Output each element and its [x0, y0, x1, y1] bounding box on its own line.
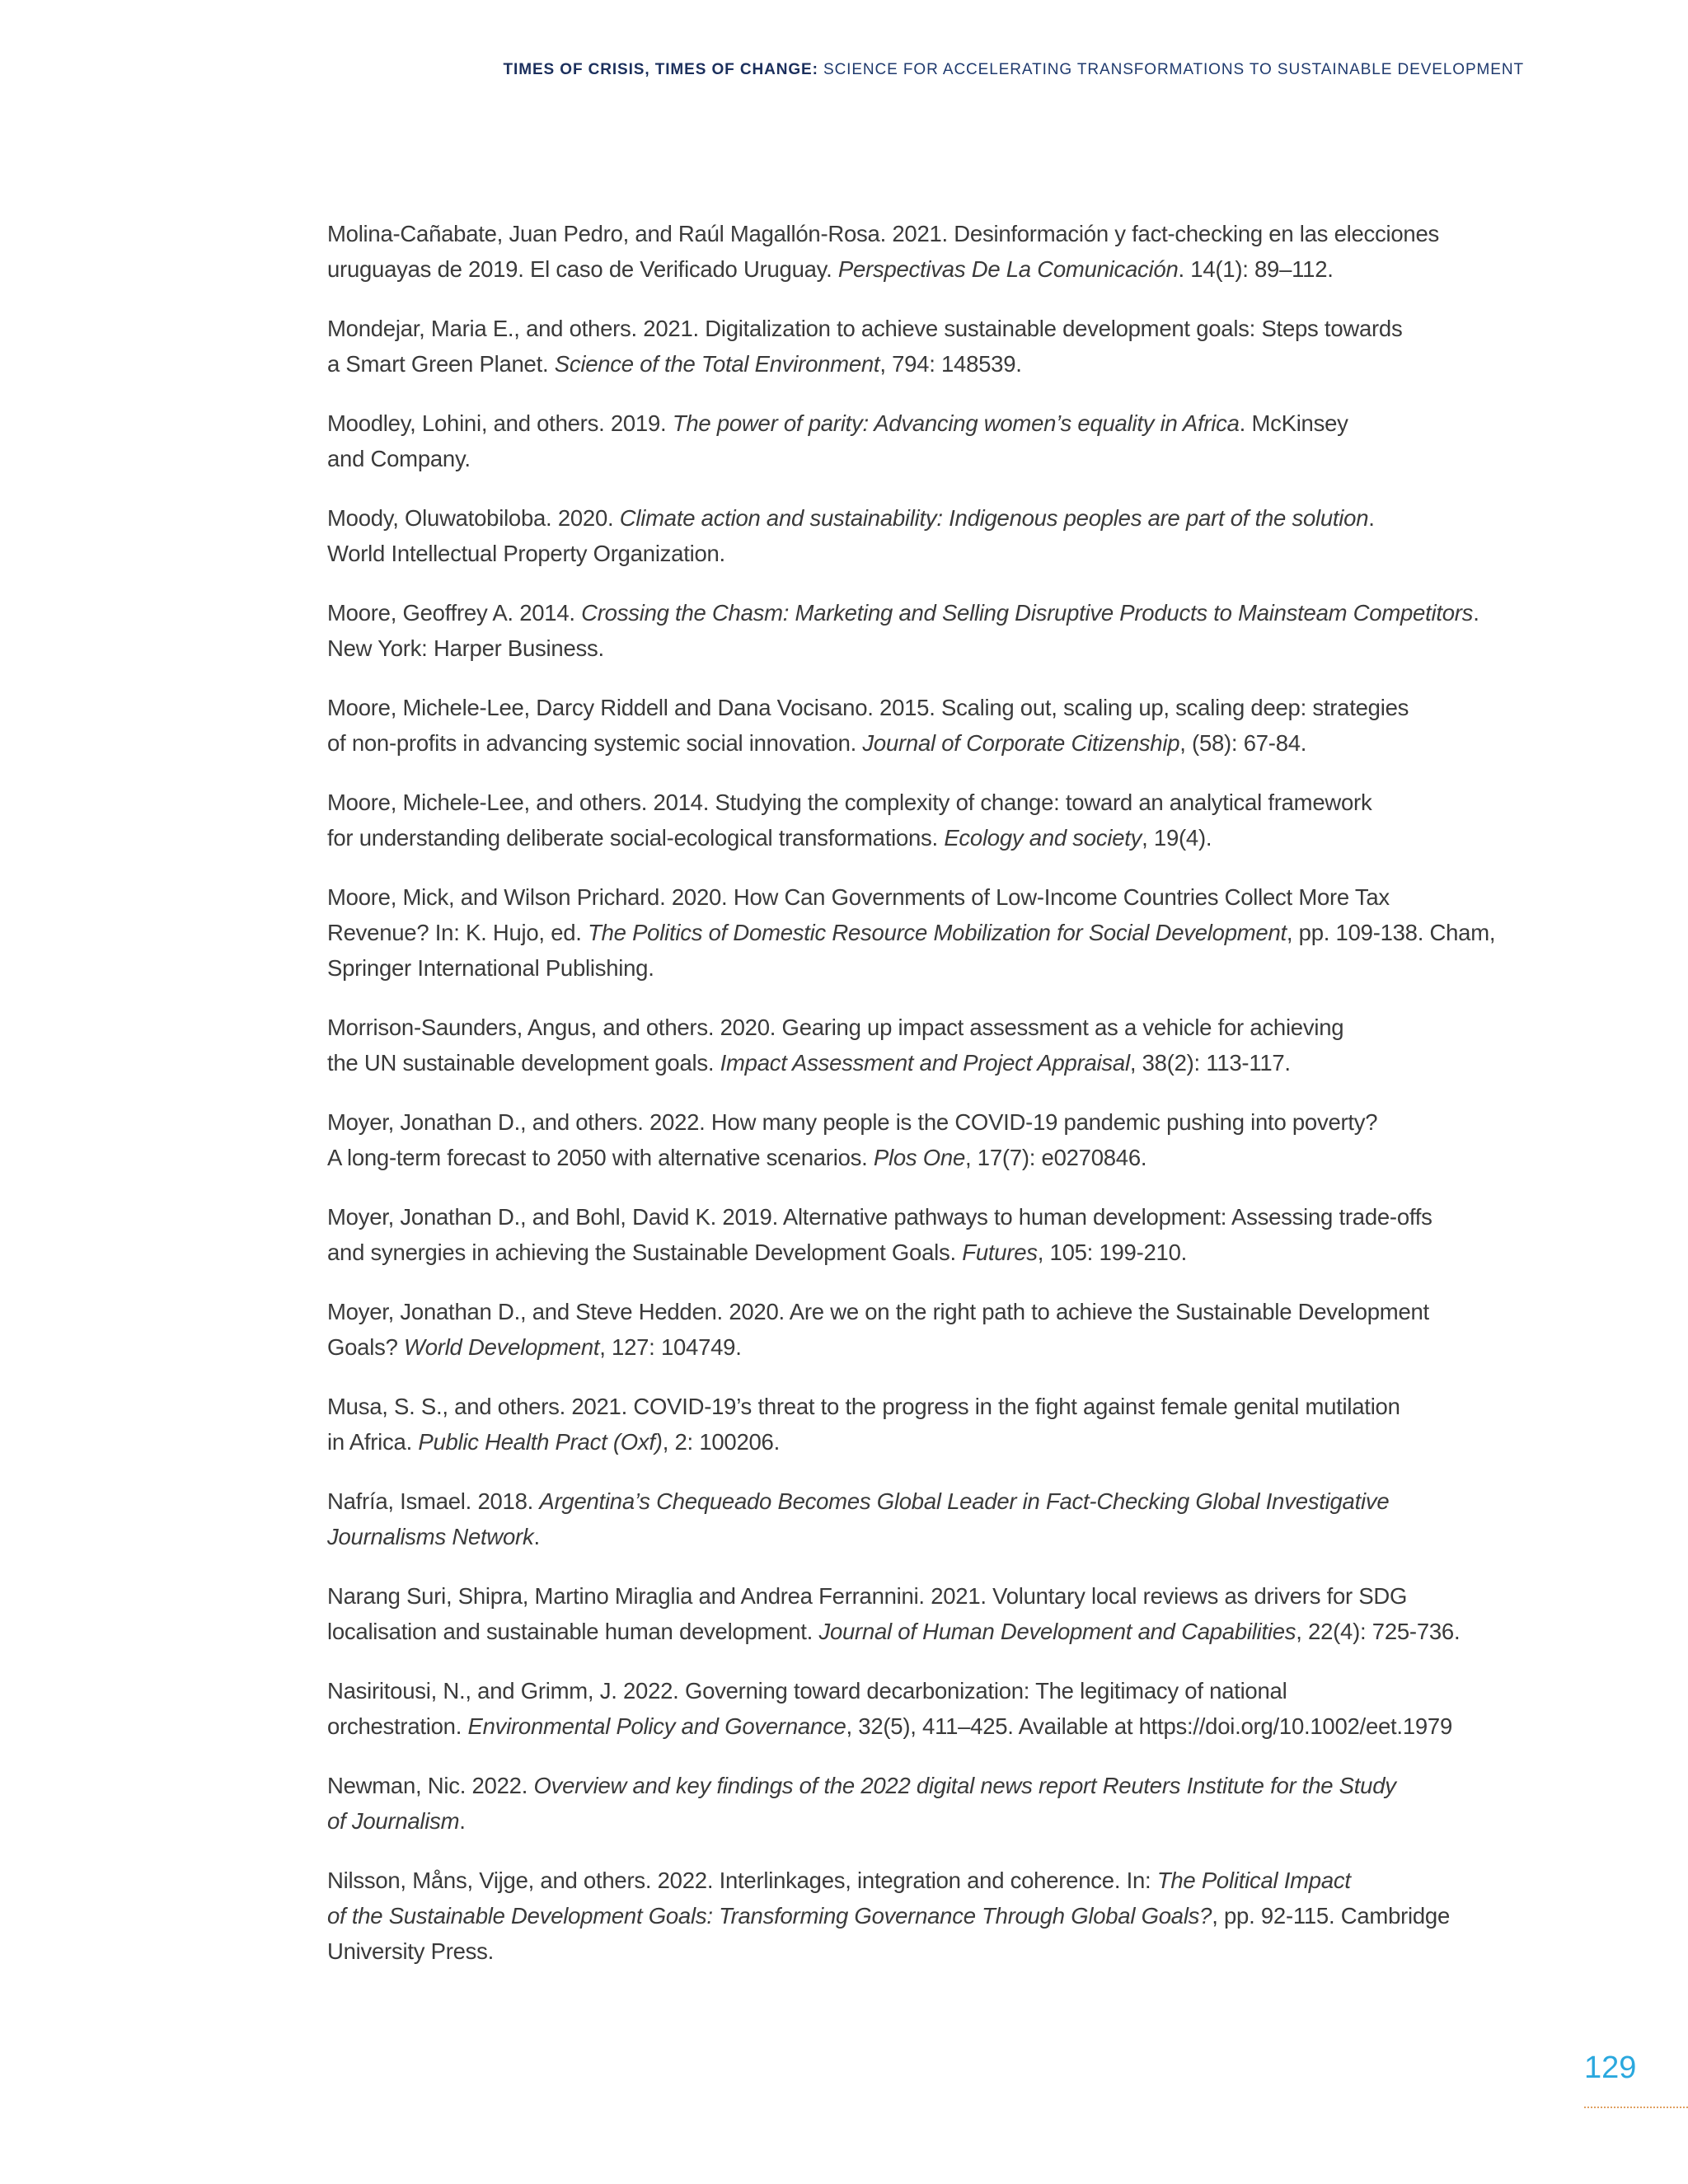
reference-text: uruguayas de 2019. El caso de Verificado Uruguay.: [327, 256, 838, 282]
reference-title-italic: Ecology and society: [944, 825, 1142, 851]
reference-line: [327, 1768, 1495, 1803]
reference-line: [327, 785, 1495, 820]
reference-title-italic: Public Health Pract (Oxf): [418, 1429, 663, 1455]
reference-line: [327, 1389, 1495, 1424]
reference-title-italic: Climate action and sustainability: Indigenous peoples are part of the solution: [619, 505, 1369, 531]
reference-entry: [327, 500, 1495, 571]
reference-line: [327, 1803, 1495, 1839]
reference-title-italic: The Political Impact: [1156, 1868, 1351, 1893]
reference-text: .: [1368, 505, 1375, 531]
reference-text: New York: Harper Business.: [327, 635, 604, 661]
reference-text: , 2: 100206.: [662, 1429, 780, 1455]
reference-entry: [327, 405, 1495, 476]
reference-line: [327, 1708, 1495, 1744]
reference-text: , (58): 67-84.: [1179, 730, 1307, 756]
reference-entry: [327, 1199, 1495, 1270]
reference-text: .: [1473, 600, 1479, 626]
reference-text: Morrison-Saunders, Angus, and others. 2020. Gearing up impact assessment as a vehicle for achieving: [327, 1015, 1344, 1040]
reference-text: Moyer, Jonathan D., and Bohl, David K. 2019. Alternative pathways to human development: Assessing trade-offs: [327, 1204, 1432, 1230]
reference-text: , 22(4): 725-736.: [1296, 1619, 1461, 1644]
reference-title-italic: Futures: [962, 1240, 1038, 1265]
reference-line: [327, 1104, 1495, 1140]
reference-line: [327, 1329, 1495, 1365]
reference-entry: [327, 1294, 1495, 1365]
reference-line: [327, 311, 1495, 346]
page-number: 129: [1584, 2050, 1637, 2085]
reference-entry: [327, 1768, 1495, 1839]
reference-text: the UN sustainable development goals.: [327, 1050, 720, 1076]
reference-text: Moyer, Jonathan D., and Steve Hedden. 2020. Are we on the right path to achieve the Sustainable Development: [327, 1299, 1429, 1324]
reference-text: World Intellectual Property Organization.: [327, 541, 725, 566]
reference-line: [327, 1614, 1495, 1649]
reference-text: , 794: 148539.: [879, 351, 1022, 377]
reference-line: [327, 1010, 1495, 1045]
reference-text: , 32(5), 411–425. Available at https://doi.org/10.1002/eet.1979: [846, 1713, 1452, 1739]
reference-text: , 17(7): e0270846.: [965, 1145, 1147, 1170]
reference-line: [327, 879, 1495, 915]
reference-title-italic: Impact Assessment and Project Appraisal: [720, 1050, 1130, 1076]
reference-line: [327, 500, 1495, 536]
reference-line: [327, 1519, 1495, 1554]
reference-title-italic: Journalisms Network: [327, 1524, 534, 1549]
reference-text: , 19(4).: [1142, 825, 1212, 851]
reference-text: in Africa.: [327, 1429, 419, 1455]
reference-entry: [327, 1483, 1495, 1554]
reference-text: , 38(2): 113-117.: [1129, 1050, 1291, 1076]
reference-text: Mondejar, Maria E., and others. 2021. Digitalization to achieve sustainable development goals: Steps towards: [327, 316, 1403, 341]
reference-title-italic: The Politics of Domestic Resource Mobilization for Social Development: [588, 920, 1287, 945]
reference-text: Revenue? In: K. Hujo, ed.: [327, 920, 588, 945]
reference-title-italic: Perspectivas De La Comunicación: [837, 256, 1179, 282]
reference-title-italic: World Development: [404, 1334, 600, 1360]
reference-text: , 127: 104749.: [599, 1334, 742, 1360]
reference-text: Springer International Publishing.: [327, 955, 654, 981]
reference-line: [327, 1483, 1495, 1519]
page-number-dotted-rule: [1584, 2107, 1688, 2108]
reference-entry: [327, 1010, 1495, 1080]
reference-line: [327, 346, 1495, 382]
reference-text: Moyer, Jonathan D., and others. 2022. How many people is the COVID-19 pandemic pushing into poverty?: [327, 1109, 1378, 1135]
reference-line: [327, 820, 1495, 855]
reference-text: and Company.: [327, 446, 471, 471]
reference-title-italic: Environmental Policy and Governance: [467, 1713, 846, 1739]
reference-title-italic: Journal of Human Development and Capabilities: [818, 1619, 1296, 1644]
reference-text: Moore, Michele-Lee, and others. 2014. Studying the complexity of change: toward an analytical framework: [327, 790, 1372, 815]
header-title: TIMES OF CRISIS, TIMES OF CHANGE:: [503, 61, 818, 78]
reference-text: . 14(1): 89–112.: [1178, 256, 1334, 282]
reference-line: [327, 1898, 1495, 1933]
reference-list: [327, 216, 1495, 1993]
reference-text: Nilsson, Måns, Vijge, and others. 2022. Interlinkages, integration and coherence. In:: [327, 1868, 1157, 1893]
reference-text: Newman, Nic. 2022.: [327, 1773, 534, 1798]
reference-text: and synergies in achieving the Sustainable Development Goals.: [327, 1240, 963, 1265]
reference-line: [327, 1235, 1495, 1270]
reference-entry: [327, 690, 1495, 761]
reference-entry: [327, 595, 1495, 666]
reference-line: [327, 630, 1495, 666]
reference-line: [327, 441, 1495, 476]
reference-title-italic: Science of the Total Environment: [554, 351, 880, 377]
reference-entry: [327, 1863, 1495, 1969]
reference-entry: [327, 1673, 1495, 1744]
reference-line: [327, 1933, 1495, 1969]
reference-entry: [327, 1104, 1495, 1175]
reference-line: [327, 1294, 1495, 1329]
reference-entry: [327, 1578, 1495, 1649]
reference-line: [327, 1199, 1495, 1235]
reference-text: Moore, Michele-Lee, Darcy Riddell and Dana Vocisano. 2015. Scaling out, scaling up, scaling deep: strategies: [327, 695, 1409, 720]
reference-line: [327, 725, 1495, 761]
reference-entry: [327, 785, 1495, 855]
reference-text: Moodley, Lohini, and others. 2019.: [327, 410, 673, 436]
reference-line: [327, 950, 1495, 986]
reference-text: .: [533, 1524, 540, 1549]
reference-text: , 105: 199-210.: [1037, 1240, 1188, 1265]
reference-text: orchestration.: [327, 1713, 468, 1739]
reference-text: Narang Suri, Shipra, Martino Miraglia and Andrea Ferrannini. 2021. Voluntary local reviews as drivers for SDG: [327, 1583, 1408, 1609]
reference-line: [327, 536, 1495, 571]
reference-entry: [327, 311, 1495, 382]
reference-text: , pp. 92-115. Cambridge: [1212, 1903, 1451, 1929]
reference-line: [327, 1424, 1495, 1460]
reference-entry: [327, 879, 1495, 986]
reference-entry: [327, 216, 1495, 287]
reference-text: Goals?: [327, 1334, 405, 1360]
reference-line: [327, 690, 1495, 725]
reference-text: for understanding deliberate social-ecological transformations.: [327, 825, 945, 851]
reference-line: [327, 405, 1495, 441]
reference-title-italic: Plos One: [873, 1145, 966, 1170]
reference-text: a Smart Green Planet.: [327, 351, 555, 377]
reference-text: Nafría, Ismael. 2018.: [327, 1488, 540, 1514]
reference-text: Nasiritousi, N., and Grimm, J. 2022. Governing toward decarbonization: The legitimacy of national: [327, 1678, 1287, 1704]
reference-text: Musa, S. S., and others. 2021. COVID-19’s threat to the progress in the fight against female genital mutilation: [327, 1394, 1400, 1419]
reference-title-italic: of the Sustainable Development Goals: Transforming Governance Through Global Goals?: [327, 1903, 1212, 1929]
reference-line: [327, 1045, 1495, 1080]
reference-text: Moore, Geoffrey A. 2014.: [327, 600, 582, 626]
reference-text: Molina-Cañabate, Juan Pedro, and Raúl Magallón-Rosa. 2021. Desinformación y fact-checking en las elecciones: [327, 221, 1440, 246]
reference-text: Moore, Mick, and Wilson Prichard. 2020. How Can Governments of Low-Income Countries Collect More Tax: [327, 884, 1390, 910]
reference-entry: [327, 1389, 1495, 1460]
reference-text: . McKinsey: [1239, 410, 1348, 436]
reference-text: localisation and sustainable human development.: [327, 1619, 819, 1644]
header-subtitle: SCIENCE FOR ACCELERATING TRANSFORMATIONS TO SUSTAINABLE DEVELOPMENT: [818, 61, 1524, 78]
reference-text: of non-profits in advancing systemic social innovation.: [327, 730, 863, 756]
reference-line: [327, 251, 1495, 287]
reference-title-italic: of Journalism: [327, 1808, 460, 1834]
reference-title-italic: Argentina’s Chequeado Becomes Global Leader in Fact-Checking Global Investigative: [539, 1488, 1390, 1514]
reference-line: [327, 1578, 1495, 1614]
reference-line: [327, 915, 1495, 950]
running-header: [504, 61, 1524, 79]
reference-title-italic: Crossing the Chasm: Marketing and Selling Disruptive Products to Mainsteam Competitors: [581, 600, 1474, 626]
reference-line: [327, 1863, 1495, 1898]
reference-text: University Press.: [327, 1938, 495, 1964]
reference-line: [327, 1673, 1495, 1708]
reference-title-italic: Overview and key findings of the 2022 digital news report Reuters Institute for the Study: [533, 1773, 1396, 1798]
reference-line: [327, 216, 1495, 251]
reference-text: , pp. 109-138. Cham,: [1286, 920, 1496, 945]
reference-title-italic: Journal of Corporate Citizenship: [862, 730, 1180, 756]
reference-line: [327, 1140, 1495, 1175]
reference-line: [327, 595, 1495, 630]
reference-text: Moody, Oluwatobiloba. 2020.: [327, 505, 620, 531]
reference-text: A long-term forecast to 2050 with alternative scenarios.: [327, 1145, 874, 1170]
reference-text: .: [459, 1808, 466, 1834]
reference-title-italic: The power of parity: Advancing women’s equality in Africa: [672, 410, 1240, 436]
